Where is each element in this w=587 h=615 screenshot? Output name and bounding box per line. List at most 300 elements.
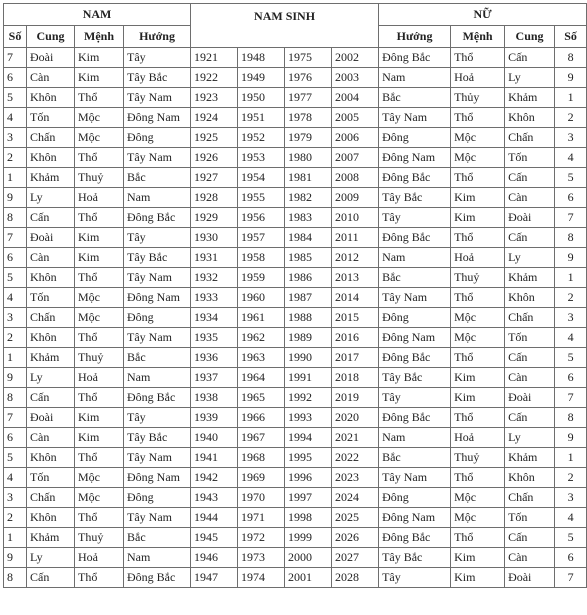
year-cell: 1979 [285,128,332,148]
year-cell: 1930 [191,228,238,248]
female-cung-cell: Khảm [505,268,555,288]
male-so-cell: 6 [4,428,27,448]
col-header-female-menh: Mệnh [451,26,505,48]
female-menh-cell: Thổ [451,528,505,548]
year-cell: 2026 [332,528,379,548]
female-so-cell: 2 [555,108,587,128]
female-so-cell: 5 [555,528,587,548]
male-so-cell: 5 [4,448,27,468]
year-cell: 2024 [332,488,379,508]
female-huong-cell: Tây Nam [379,108,451,128]
male-huong-cell: Nam [124,368,191,388]
year-cell: 1997 [285,488,332,508]
female-so-cell: 1 [555,448,587,468]
year-cell: 2025 [332,508,379,528]
male-huong-cell: Tây Nam [124,88,191,108]
year-cell: 1944 [191,508,238,528]
year-cell: 1969 [238,468,285,488]
female-huong-cell: Tây Nam [379,288,451,308]
male-so-cell: 2 [4,508,27,528]
year-cell: 1925 [191,128,238,148]
male-so-cell: 4 [4,468,27,488]
female-menh-cell: Mộc [451,328,505,348]
year-cell: 1963 [238,348,285,368]
male-cung-cell: Tốn [27,108,75,128]
year-cell: 1990 [285,348,332,368]
year-cell: 1932 [191,268,238,288]
female-so-cell: 9 [555,68,587,88]
female-cung-cell: Tốn [505,328,555,348]
female-so-cell: 9 [555,428,587,448]
year-cell: 2009 [332,188,379,208]
male-menh-cell: Mộc [75,288,124,308]
male-cung-cell: Đoài [27,48,75,68]
female-cung-cell: Khôn [505,468,555,488]
male-so-cell: 6 [4,68,27,88]
male-huong-cell: Tây Bắc [124,428,191,448]
year-cell: 2023 [332,468,379,488]
male-menh-cell: Hoả [75,188,124,208]
year-cell: 1995 [285,448,332,468]
male-cung-cell: Ly [27,188,75,208]
male-cung-cell: Khảm [27,168,75,188]
female-so-cell: 5 [555,348,587,368]
male-so-cell: 7 [4,48,27,68]
female-cung-cell: Khảm [505,448,555,468]
male-cung-cell: Đoài [27,228,75,248]
female-huong-cell: Tây [379,568,451,588]
male-huong-cell: Đông [124,308,191,328]
male-huong-cell: Tây Nam [124,268,191,288]
male-huong-cell: Tây [124,408,191,428]
female-so-cell: 1 [555,88,587,108]
year-cell: 1964 [238,368,285,388]
male-so-cell: 3 [4,488,27,508]
male-so-cell: 8 [4,388,27,408]
female-cung-cell: Ly [505,248,555,268]
female-cung-cell: Đoài [505,388,555,408]
table-row [4,508,587,528]
female-so-cell: 9 [555,248,587,268]
year-cell: 1926 [191,148,238,168]
male-huong-cell: Bắc [124,168,191,188]
male-so-cell: 4 [4,108,27,128]
male-cung-cell: Càn [27,428,75,448]
female-so-cell: 4 [555,328,587,348]
female-cung-cell: Cấn [505,168,555,188]
male-menh-cell: Thổ [75,88,124,108]
female-cung-cell: Càn [505,188,555,208]
female-so-cell: 2 [555,468,587,488]
male-huong-cell: Tây Nam [124,448,191,468]
year-cell: 1994 [285,428,332,448]
male-so-cell: 7 [4,228,27,248]
male-huong-cell: Tây Nam [124,148,191,168]
male-huong-cell: Tây Bắc [124,68,191,88]
male-so-cell: 3 [4,128,27,148]
year-cell: 1960 [238,288,285,308]
male-so-cell: 1 [4,168,27,188]
female-so-cell: 8 [555,48,587,68]
female-so-cell: 7 [555,568,587,588]
female-huong-cell: Đông [379,308,451,328]
table-row [4,48,587,68]
year-cell: 2018 [332,368,379,388]
table-row [4,88,587,108]
year-cell: 2012 [332,248,379,268]
year-cell: 1986 [285,268,332,288]
male-menh-cell: Kim [75,228,124,248]
female-menh-cell: Thổ [451,228,505,248]
year-cell: 1955 [238,188,285,208]
year-cell: 1991 [285,368,332,388]
female-huong-cell: Tây Bắc [379,188,451,208]
year-cell: 1923 [191,88,238,108]
table-row [4,368,587,388]
male-huong-cell: Tây [124,228,191,248]
year-cell: 1987 [285,288,332,308]
male-so-cell: 9 [4,548,27,568]
year-cell: 1948 [238,48,285,68]
year-cell: 2000 [285,548,332,568]
male-cung-cell: Khôn [27,148,75,168]
col-header-male-menh: Mệnh [75,26,124,48]
female-huong-cell: Đông Nam [379,328,451,348]
male-huong-cell: Đông Bắc [124,388,191,408]
year-cell: 1958 [238,248,285,268]
year-cell: 1999 [285,528,332,548]
male-huong-cell: Đông [124,128,191,148]
female-so-cell: 7 [555,388,587,408]
year-cell: 1929 [191,208,238,228]
female-huong-cell: Đông [379,128,451,148]
female-huong-cell: Đông Bắc [379,408,451,428]
female-cung-cell: Đoài [505,568,555,588]
male-so-cell: 1 [4,528,27,548]
female-cung-cell: Ly [505,428,555,448]
female-menh-cell: Thổ [451,468,505,488]
table-row [4,328,587,348]
year-cell: 1949 [238,68,285,88]
male-so-cell: 2 [4,328,27,348]
female-huong-cell: Nam [379,248,451,268]
male-huong-cell: Đông [124,488,191,508]
female-so-cell: 4 [555,508,587,528]
male-huong-cell: Nam [124,548,191,568]
male-so-cell: 1 [4,348,27,368]
female-huong-cell: Tây Nam [379,468,451,488]
table-row [4,388,587,408]
year-cell: 1978 [285,108,332,128]
male-cung-cell: Tốn [27,468,75,488]
table-row [4,188,587,208]
year-cell: 1976 [285,68,332,88]
male-menh-cell: Mộc [75,128,124,148]
year-cell: 1924 [191,108,238,128]
year-cell: 1968 [238,448,285,468]
male-huong-cell: Nam [124,188,191,208]
table-row [4,488,587,508]
year-cell: 1956 [238,208,285,228]
female-menh-cell: Mộc [451,488,505,508]
female-cung-cell: Tốn [505,508,555,528]
male-cung-cell: Khôn [27,448,75,468]
year-cell: 2017 [332,348,379,368]
year-cell: 1954 [238,168,285,188]
year-cell: 1965 [238,388,285,408]
header-group-row [4,4,587,26]
male-cung-cell: Khôn [27,328,75,348]
male-menh-cell: Hoả [75,548,124,568]
year-cell: 1989 [285,328,332,348]
male-so-cell: 5 [4,88,27,108]
female-cung-cell: Chấn [505,488,555,508]
female-huong-cell: Tây [379,388,451,408]
year-cell: 1962 [238,328,285,348]
col-header-female-huong: Hướng [379,26,451,48]
female-so-cell: 1 [555,268,587,288]
male-menh-cell: Thổ [75,268,124,288]
female-menh-cell: Thổ [451,168,505,188]
female-menh-cell: Kim [451,548,505,568]
col-header-female-so: Số [555,26,587,48]
female-huong-cell: Đông Bắc [379,528,451,548]
female-menh-cell: Thuỷ [451,448,505,468]
table-row [4,448,587,468]
table-row [4,108,587,128]
female-menh-cell: Hoả [451,428,505,448]
table-row [4,228,587,248]
table-row [4,148,587,168]
year-cell: 2014 [332,288,379,308]
year-cell: 1952 [238,128,285,148]
female-huong-cell: Đông Bắc [379,168,451,188]
female-so-cell: 4 [555,148,587,168]
year-cell: 2011 [332,228,379,248]
female-so-cell: 3 [555,308,587,328]
male-menh-cell: Thổ [75,508,124,528]
year-cell: 1938 [191,388,238,408]
female-huong-cell: Đông Bắc [379,348,451,368]
year-cell: 2004 [332,88,379,108]
female-menh-cell: Thổ [451,408,505,428]
female-so-cell: 6 [555,368,587,388]
female-huong-cell: Đông Nam [379,148,451,168]
feng-shui-table [3,3,587,588]
year-cell: 1996 [285,468,332,488]
year-cell: 1959 [238,268,285,288]
year-cell: 1957 [238,228,285,248]
year-cell: 1951 [238,108,285,128]
male-menh-cell: Kim [75,68,124,88]
female-menh-cell: Hoả [451,248,505,268]
male-menh-cell: Thổ [75,388,124,408]
female-huong-cell: Nam [379,68,451,88]
male-so-cell: 3 [4,308,27,328]
female-so-cell: 8 [555,228,587,248]
female-huong-cell: Nam [379,428,451,448]
year-cell: 2015 [332,308,379,328]
year-cell: 1961 [238,308,285,328]
table-row [4,348,587,368]
male-so-cell: 6 [4,248,27,268]
female-menh-cell: Thủy [451,88,505,108]
female-cung-cell: Cấn [505,48,555,68]
male-menh-cell: Thuỷ [75,168,124,188]
year-cell: 1992 [285,388,332,408]
year-cell: 1998 [285,508,332,528]
header-nu: NỮ [379,4,587,26]
female-cung-cell: Chấn [505,128,555,148]
year-cell: 1937 [191,368,238,388]
female-cung-cell: Chấn [505,308,555,328]
female-menh-cell: Thổ [451,48,505,68]
year-cell: 1927 [191,168,238,188]
male-menh-cell: Thổ [75,448,124,468]
male-huong-cell: Tây Nam [124,508,191,528]
year-cell: 1982 [285,188,332,208]
table-row [4,568,587,588]
year-cell: 1981 [285,168,332,188]
year-cell: 1973 [238,548,285,568]
year-cell: 1931 [191,248,238,268]
year-cell: 2028 [332,568,379,588]
male-menh-cell: Mộc [75,108,124,128]
female-so-cell: 2 [555,288,587,308]
year-cell: 1946 [191,548,238,568]
male-menh-cell: Thổ [75,148,124,168]
year-cell: 1984 [285,228,332,248]
female-huong-cell: Tây [379,208,451,228]
female-menh-cell: Mộc [451,508,505,528]
male-cung-cell: Khôn [27,268,75,288]
table-row [4,468,587,488]
male-menh-cell: Thổ [75,328,124,348]
male-cung-cell: Khôn [27,508,75,528]
male-huong-cell: Đông Bắc [124,208,191,228]
female-so-cell: 3 [555,128,587,148]
female-so-cell: 3 [555,488,587,508]
year-cell: 1970 [238,488,285,508]
male-menh-cell: Mộc [75,488,124,508]
female-huong-cell: Đông Bắc [379,48,451,68]
year-cell: 1977 [285,88,332,108]
male-menh-cell: Kim [75,248,124,268]
year-cell: 1940 [191,428,238,448]
year-cell: 1922 [191,68,238,88]
male-cung-cell: Khôn [27,88,75,108]
female-menh-cell: Kim [451,388,505,408]
male-menh-cell: Thuỷ [75,528,124,548]
col-header-male-huong: Hướng [124,26,191,48]
female-cung-cell: Cấn [505,348,555,368]
col-header-male-cung: Cung [27,26,75,48]
female-huong-cell: Tây Bắc [379,548,451,568]
year-cell: 2020 [332,408,379,428]
male-so-cell: 5 [4,268,27,288]
year-cell: 2013 [332,268,379,288]
female-huong-cell: Đông Nam [379,508,451,528]
female-cung-cell: Càn [505,548,555,568]
col-header-female-cung: Cung [505,26,555,48]
table-row [4,248,587,268]
table-row [4,548,587,568]
year-cell: 1942 [191,468,238,488]
year-cell: 1935 [191,328,238,348]
male-huong-cell: Đông Nam [124,108,191,128]
year-cell: 2016 [332,328,379,348]
male-huong-cell: Đông Nam [124,288,191,308]
table-row [4,308,587,328]
female-menh-cell: Mộc [451,128,505,148]
male-cung-cell: Ly [27,548,75,568]
year-cell: 1966 [238,408,285,428]
male-huong-cell: Tây [124,48,191,68]
male-cung-cell: Càn [27,248,75,268]
male-menh-cell: Thổ [75,568,124,588]
table-row [4,208,587,228]
year-cell: 2022 [332,448,379,468]
female-cung-cell: Khảm [505,88,555,108]
year-cell: 1972 [238,528,285,548]
year-cell: 2008 [332,168,379,188]
year-cell: 2006 [332,128,379,148]
male-cung-cell: Khảm [27,528,75,548]
year-cell: 2019 [332,388,379,408]
year-cell: 1921 [191,48,238,68]
female-menh-cell: Kim [451,188,505,208]
female-cung-cell: Cấn [505,528,555,548]
female-huong-cell: Đông Bắc [379,228,451,248]
year-cell: 1933 [191,288,238,308]
female-so-cell: 7 [555,208,587,228]
female-menh-cell: Hoả [451,68,505,88]
year-cell: 1953 [238,148,285,168]
female-menh-cell: Thổ [451,288,505,308]
year-cell: 1943 [191,488,238,508]
year-cell: 1983 [285,208,332,228]
male-menh-cell: Hoả [75,368,124,388]
female-huong-cell: Bắc [379,88,451,108]
year-cell: 1934 [191,308,238,328]
year-cell: 2002 [332,48,379,68]
female-menh-cell: Thuỷ [451,268,505,288]
table-row [4,408,587,428]
male-menh-cell: Thổ [75,208,124,228]
year-cell: 1993 [285,408,332,428]
female-menh-cell: Thổ [451,348,505,368]
year-cell: 2027 [332,548,379,568]
header-nam-sinh: NAM SINH [191,4,379,48]
male-huong-cell: Đông Bắc [124,568,191,588]
year-cell: 2010 [332,208,379,228]
year-cell: 1975 [285,48,332,68]
female-menh-cell: Mộc [451,308,505,328]
header-nam: NAM [4,4,191,26]
female-cung-cell: Cấn [505,408,555,428]
male-so-cell: 4 [4,288,27,308]
table-row [4,288,587,308]
male-menh-cell: Thuỷ [75,348,124,368]
male-cung-cell: Chấn [27,488,75,508]
col-header-male-so: Số [4,26,27,48]
male-menh-cell: Kim [75,48,124,68]
female-cung-cell: Càn [505,368,555,388]
male-menh-cell: Mộc [75,308,124,328]
table-row [4,268,587,288]
male-cung-cell: Đoài [27,408,75,428]
female-huong-cell: Đông [379,488,451,508]
